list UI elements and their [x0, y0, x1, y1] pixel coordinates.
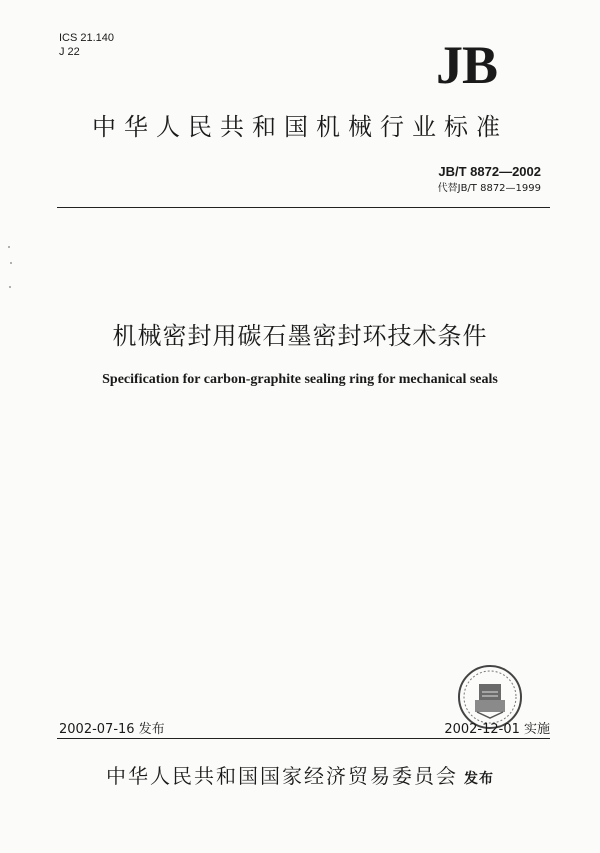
classification-code: J 22 — [59, 46, 80, 58]
jb-logo: JB — [436, 35, 498, 95]
header-divider — [57, 207, 550, 208]
scan-speck — [10, 262, 12, 264]
issuer-line — [50, 760, 550, 789]
document-title-chinese: 机械密封用碳石墨密封环技术条件 — [112, 322, 488, 350]
issuer-name: 中华人民共和国国家经济贸易委员会 — [106, 764, 458, 788]
ics-code: ICS 21.140 — [59, 32, 115, 44]
scan-speck — [9, 286, 11, 288]
scan-speck — [8, 246, 10, 248]
document-title-english: Specification for carbon-graphite sealing ring for mechanical seals — [102, 372, 498, 387]
standard-number: JB/T 8872—2002 — [438, 164, 541, 179]
organization-title: 中华人民共和国机械行业标准 — [92, 113, 508, 141]
issuer-suffix: 发布 — [464, 771, 494, 787]
replaces-standard: 代替JB/T 8872—1999 — [437, 183, 541, 194]
footer-divider — [57, 738, 550, 739]
issue-date: 2002-07-16 发布 — [59, 722, 165, 737]
implementation-date: 2002-12-01 实施 — [444, 722, 550, 737]
